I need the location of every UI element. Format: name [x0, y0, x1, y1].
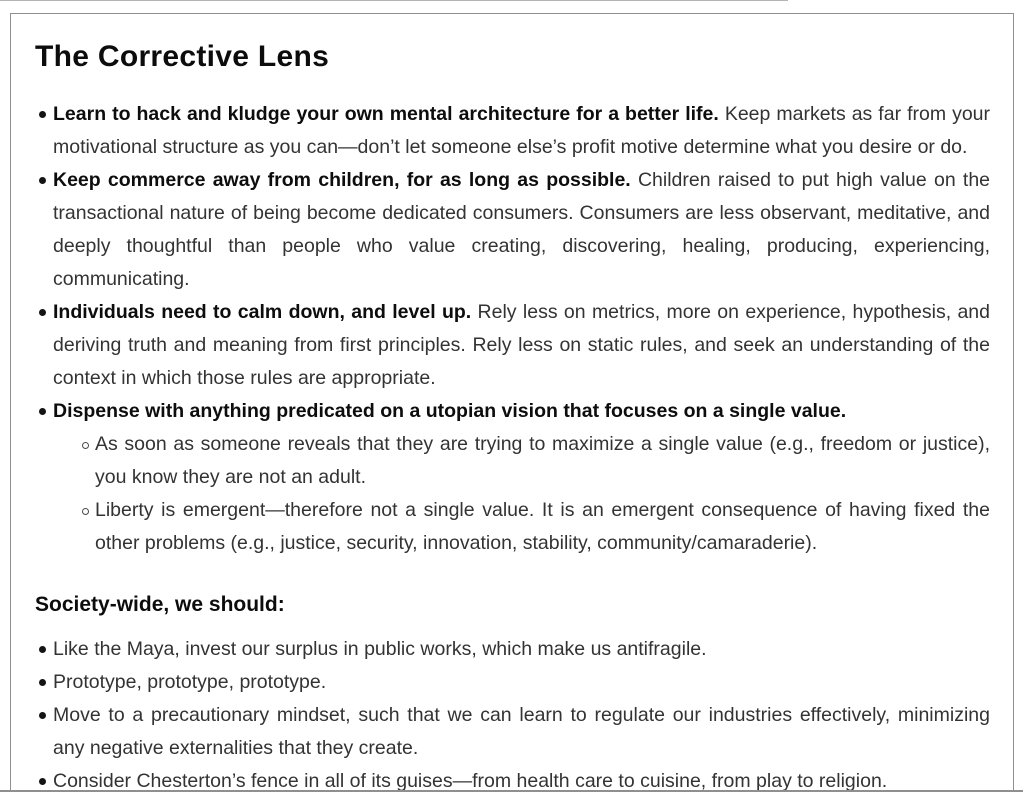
page-bottom-edge: [0, 790, 1023, 792]
list-item: [35, 395, 990, 560]
sub-bullet-text: Liberty is emergent—therefore not a single value. It is an emergent consequence of having fixed the other problems (e.g., justice, security, innovation, stability, community/camaraderie).: [95, 499, 990, 554]
society-list: [35, 633, 990, 791]
sub-bullet-text: As soon as someone reveals that they are trying to maximize a single value (e.g., freedom or justice), you know they are not an adult.: [95, 433, 990, 488]
sub-list: [53, 428, 990, 560]
list-item: [35, 296, 990, 395]
bullet-body-text: Rely less on metrics, more on experience, hypothesis, and deriving truth and meaning from first principles. Rely less on static rules, and seek an understanding of the context in which those rules are appropriate.: [53, 301, 990, 389]
bullet-body-text: Like the Maya, invest our surplus in public works, which make us antifragile.: [53, 638, 707, 660]
page-content: [11, 14, 1013, 791]
bullet-dot: [39, 778, 46, 785]
sub-list-item: [53, 428, 990, 494]
list-item: [35, 164, 990, 296]
bullet-body-text: Prototype, prototype, prototype.: [53, 671, 327, 693]
document-page: [10, 13, 1014, 791]
section-heading: Society-wide, we should:: [35, 593, 285, 616]
bullet-lead-text: Dispense with anything predicated on a utopian vision that focuses on a single value.: [53, 400, 847, 422]
list-item: [35, 633, 990, 666]
bullet-body-text: Move to a precautionary mindset, such that we can learn to regulate our industries effectively, minimizing any negative externalities that they create.: [53, 704, 990, 759]
list-item: [35, 699, 990, 765]
previous-page-edge: [0, 0, 788, 1]
bullet-lead-text: Individuals need to calm down, and level up.: [53, 301, 472, 323]
bullet-body-text: Keep markets as far from your motivational structure as you can—don’t let someone else’s profit motive determine what you desire or do.: [53, 103, 991, 158]
bullet-lead-text: Learn to hack and kludge your own mental architecture for a better life.: [53, 103, 719, 125]
sub-bullet-circle-icon: [82, 508, 89, 515]
sub-bullet-circle-icon: [82, 442, 89, 449]
list-item: [35, 98, 990, 164]
bullet-lead-text: Keep commerce away from children, for as long as possible.: [53, 169, 631, 191]
page-title: The Corrective Lens: [35, 40, 330, 73]
bullet-dot: [39, 408, 46, 415]
sub-list-item: [53, 494, 990, 560]
bullet-body-text: Children raised to put high value on the transactional nature of being become dedicated consumers. Consumers are less observant, meditative, and deeply thoughtful than people who value creating, discovering, healing, producing, experiencing, communicating.: [53, 169, 991, 290]
bullet-dot: [39, 712, 46, 719]
list-item: [35, 765, 990, 791]
list-item: [35, 666, 990, 699]
bullet-dot: [39, 679, 46, 686]
bullet-dot: [39, 309, 46, 316]
bullet-body-text: Consider Chesterton’s fence in all of its guises—from health care to cuisine, from play to religion.: [53, 770, 888, 791]
corrective-list: [35, 98, 990, 560]
bullet-dot: [39, 646, 46, 653]
bullet-dot: [39, 177, 46, 184]
bullet-dot: [39, 111, 46, 118]
